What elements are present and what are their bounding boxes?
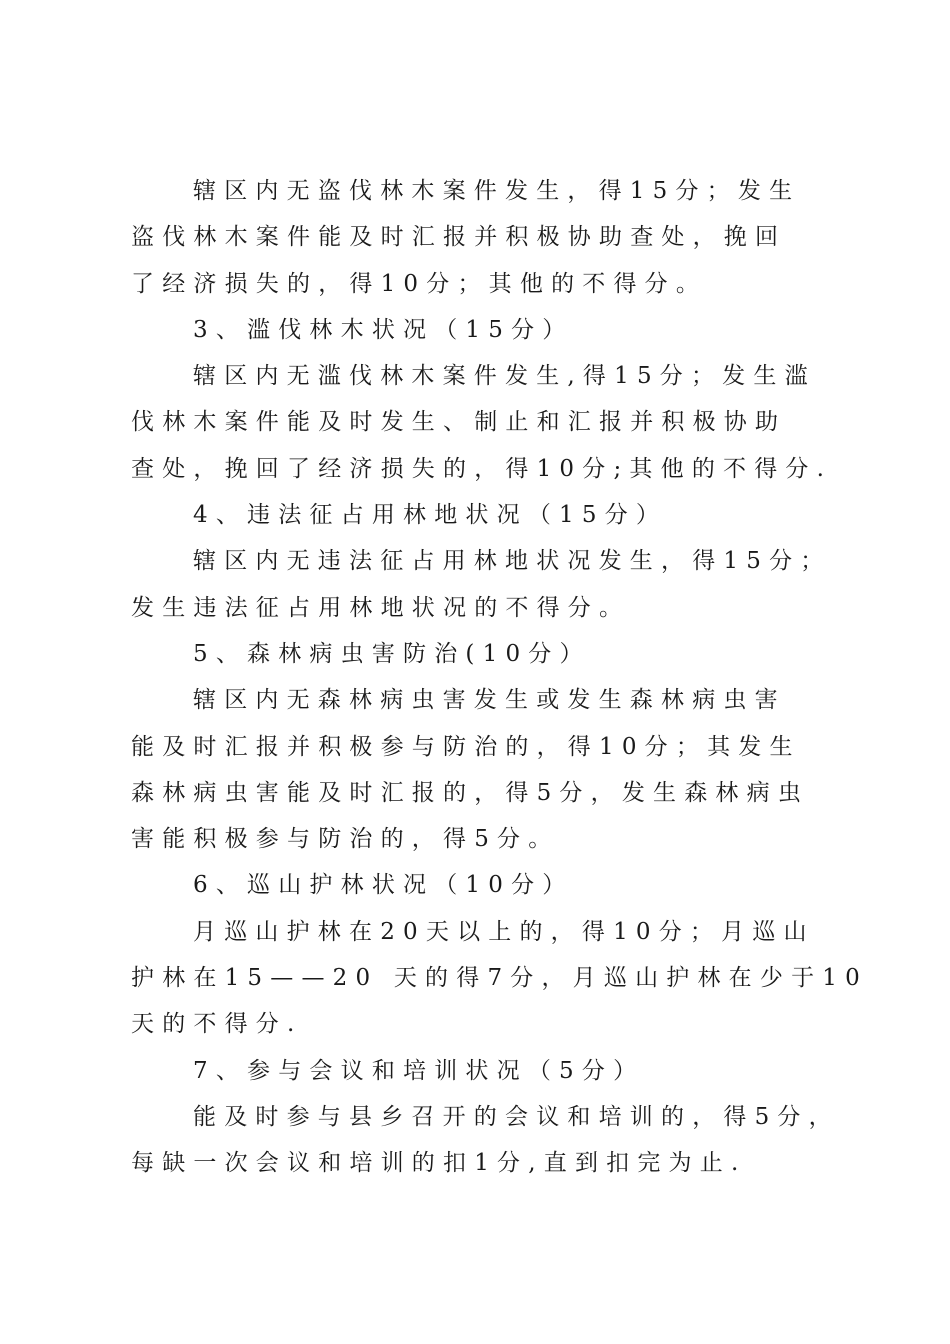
paragraph-line: 护林在15——20 天的得7分，月巡山护林在少于10	[131, 965, 868, 992]
section-heading-7: 7、参与会议和培训状况（5分）	[193, 1057, 645, 1084]
section-heading-4: 4、违法征占用林地状况（15分）	[193, 502, 668, 529]
paragraph-line: 辖区内无违法征占用林地状况发生，得15分；	[193, 548, 832, 575]
paragraph-line: 辖区内无滥伐林木案件发生,得15分；发生滥	[193, 363, 816, 390]
paragraph-line: 月巡山护林在20天以上的，得10分；月巡山	[193, 918, 815, 945]
document-body	[131, 168, 868, 1187]
paragraph-line: 盗伐林木案件能及时汇报并积极协助查处，挽回	[131, 224, 787, 251]
paragraph-line: 能及时汇报并积极参与防治的，得10分；其发生	[131, 733, 801, 760]
section-heading-6: 6、巡山护林状况（10分）	[193, 872, 574, 899]
paragraph-line: 查处，挽回了经济损失的，得10分;其他的不得分.	[131, 455, 833, 482]
paragraph-line: 了经济损失的，得10分；其他的不得分。	[131, 270, 708, 297]
paragraph-line: 森林病虫害能及时汇报的，得5分，发生森林病虫	[131, 779, 810, 806]
paragraph-line: 发生违法征占用林地状况的不得分。	[131, 594, 631, 621]
section-heading-5: 5、森林病虫害防治(10分）	[193, 640, 591, 667]
paragraph-line: 害能积极参与防治的，得5分。	[131, 826, 560, 853]
paragraph-line: 能及时参与县乡召开的会议和培训的，得5分，	[193, 1103, 840, 1130]
paragraph-line: 辖区内无盗伐林木案件发生，得15分；发生	[193, 178, 801, 204]
paragraph-line: 每缺一次会议和培训的扣1分,直到扣完为止.	[131, 1150, 747, 1177]
section-heading-3: 3、滥伐林木状况（15分）	[193, 316, 574, 343]
paragraph-line: 天的不得分.	[131, 1011, 303, 1038]
paragraph-line: 伐林木案件能及时发生、制止和汇报并积极协助	[131, 409, 787, 436]
paragraph-line: 辖区内无森林病虫害发生或发生森林病虫害	[193, 687, 786, 714]
